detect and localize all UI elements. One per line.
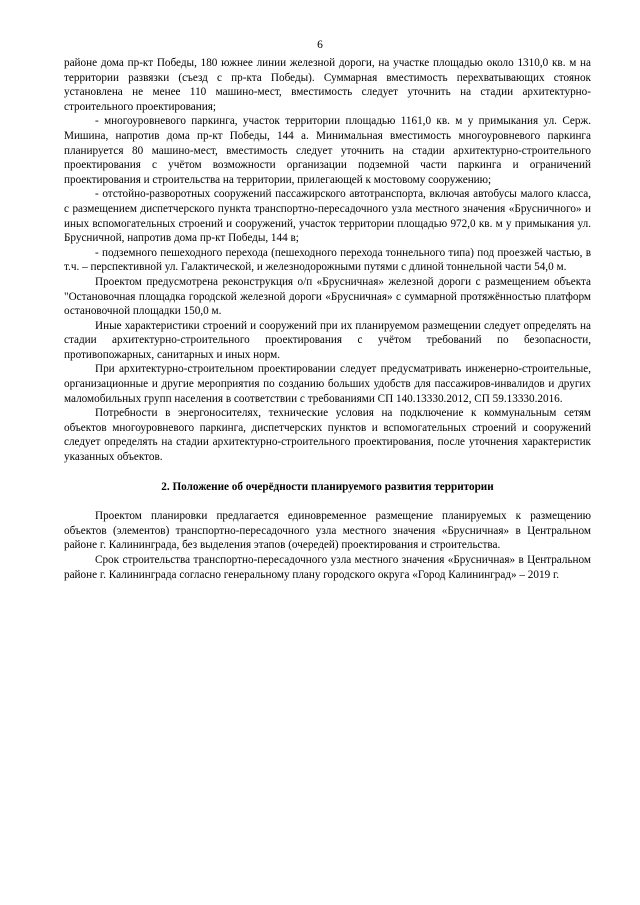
paragraph-turnaround-facilities: - отстойно-разворотных сооружений пассажирского автотранспорта, включая автобусы малого класса, с размещением диспетчерского пункта транспортно-пересадочного узла местного значения «Брусничного» и иных вспомогательных строений и сооружений, участок территории площадью 972,0 кв. м у примыкания ул. Брусничной, напротив дома пр-кт Победы, 144 в; bbox=[64, 188, 591, 245]
paragraph-single-stage: Проектом планировки предлагается единовременное размещение планируемых к размещению объектов (элементов) транспортно-пересадочного узла местного значения «Брусничная» в Центральном районе г. Калининграда, без выделения этапов (очередей) проектирования и строительства. bbox=[64, 510, 591, 552]
paragraph-construction-deadline: Срок строительства транспортно-пересадочного узла местного значения «Брусничная» в Центральном районе г. Калининграда согласно генеральному плану городского округа «Город Калининград» – 2019 г. bbox=[64, 554, 591, 581]
paragraph-railway-platform: Проектом предусмотрена реконструкция о/п «Брусничная» железной дороги с размещением объекта "Остановочная площадка городской железной дороги «Брусничная» с суммарной протяжённостью платформ остановочной площадки 150,0 м. bbox=[64, 275, 591, 318]
page-content bbox=[64, 56, 591, 582]
page-number: 6 bbox=[317, 39, 323, 51]
section-2-heading: 2. Положение об очерёдности планируемого развития территории bbox=[161, 480, 494, 493]
paragraph-multilevel-parking: - многоуровневого паркинга, участок территории площадью 1161,0 кв. м у примыкания ул. Серж. Мишина, напротив дома пр-кт Победы, 144 а. Минимальная вместимость многоуровневого паркинга планируется 80 машино-мест, вместимость следует уточнить на стадии архитектурно-строительного проектирования с учётом возможности организации подземной части паркинга и ограничений проектирования и строительства на территории, прилегающей к мостовому сооружению; bbox=[64, 115, 591, 186]
paragraph-continuation: районе дома пр-кт Победы, 180 южнее линии железной дороги, на участке площадью около 1310,0 кв. м на территории развязки (съезд с пр-кта Победы). Суммарная вместимость перехватывающих стоянок установлена не менее 110 машино-мест, вместимость следует уточнить на стадии архитектурно-строительного проектирования; bbox=[64, 57, 591, 113]
paragraph-underground-crossing: - подземного пешеходного перехода (пешеходного перехода тоннельного типа) под проезжей частью, в т.ч. – перспективной ул. Галактической, и железнодорожными путями с длиной тоннельной части 54,0 м. bbox=[64, 246, 591, 274]
paragraph-other-characteristics: Иные характеристики строений и сооружений при их планируемом размещении следует определять на стадии архитектурно-строительного проектирования с учётом требований по безопасности, противопожарных, санитарных и иных норм. bbox=[64, 319, 591, 361]
paragraph-utilities: Потребности в энергоносителях, технические условия на подключение к коммунальным сетям объектов многоуровневого паркинга, диспетчерских пунктов и вспомогательных строений и сооружений следует определять на стадии архитектурно-строительного проектирования, после уточнения характеристик указанных объектов. bbox=[64, 407, 591, 464]
paragraph-accessibility: При архитектурно-строительном проектировании следует предусматривать инженерно-строительные, организационные и другие мероприятия по созданию больших удобств для пассажиров-инвалидов и других маломобильных групп населения в соответствии с требованиями СП 140.13330.2012, СП 59.13330.2016. bbox=[64, 363, 591, 405]
